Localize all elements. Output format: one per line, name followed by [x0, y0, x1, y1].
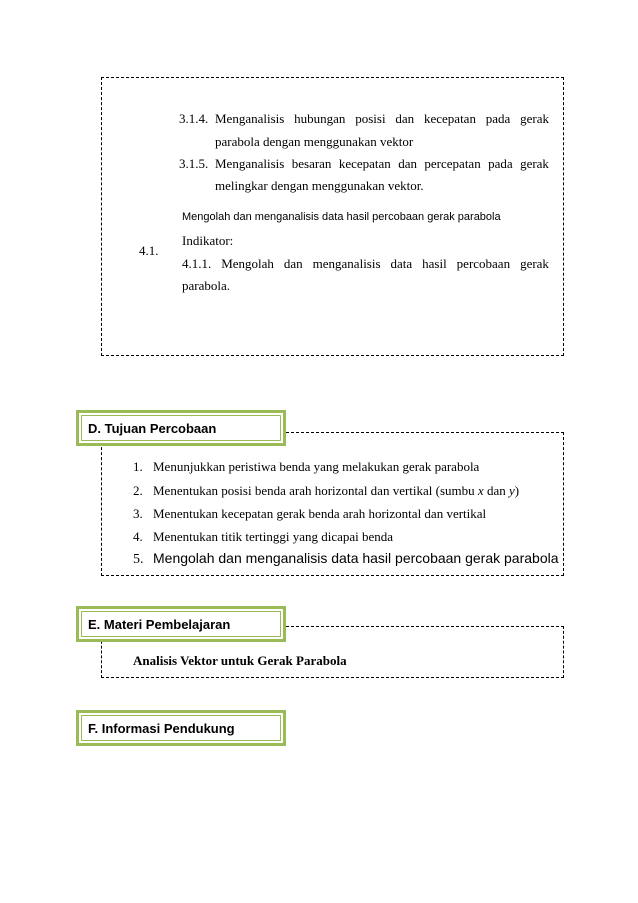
section-f-header: [76, 710, 286, 746]
section-e-title: E. Materi Pembelajaran: [81, 611, 281, 637]
competency-item-315-line1: Menganalisis besaran kecepatan dan percepatan pada gerak: [215, 156, 549, 171]
section-d-title: D. Tujuan Percobaan: [81, 415, 281, 441]
competency-item-314-number: 3.1.4.: [179, 111, 209, 126]
section-d-header: [76, 410, 286, 446]
section-e-content: Analisis Vektor untuk Gerak Parabola: [133, 653, 347, 668]
indikator-label: Indikator:: [182, 233, 234, 248]
list-item: 2. Menentukan posisi benda arah horizontal dan vertikal (sumbu x dan y): [133, 483, 520, 498]
list-item: 3. Menentukan kecepatan gerak benda arah horizontal dan vertikal: [133, 506, 487, 521]
indikator-line2: parabola.: [182, 278, 231, 293]
section-e-header: [76, 606, 286, 642]
competency-item-315-line2: melingkar dengan menggunakan vektor.: [215, 178, 424, 193]
list-item: 5. Mengolah dan menganalisis data hasil percobaan gerak parabola: [133, 550, 559, 567]
competency-item-315-number: 3.1.5.: [179, 156, 209, 171]
competency-item-314-line2: parabola dengan menggunakan vektor: [215, 134, 414, 149]
list-item: 4. Menentukan titik tertinggi yang dicapai benda: [133, 529, 394, 544]
competency-item-314-line1: Menganalisis hubungan posisi dan kecepatan pada gerak: [215, 111, 549, 126]
indikator-line1: 4.1.1. Mengolah dan menganalisis data hasil percobaan gerak: [182, 256, 549, 271]
section-f-title: F. Informasi Pendukung: [81, 715, 281, 741]
list-item: 1. Menunjukkan peristiwa benda yang melakukan gerak parabola: [133, 459, 480, 474]
kd-number: 4.1.: [139, 243, 159, 258]
kd-text: Mengolah dan menganalisis data hasil percobaan gerak parabola: [182, 211, 501, 223]
